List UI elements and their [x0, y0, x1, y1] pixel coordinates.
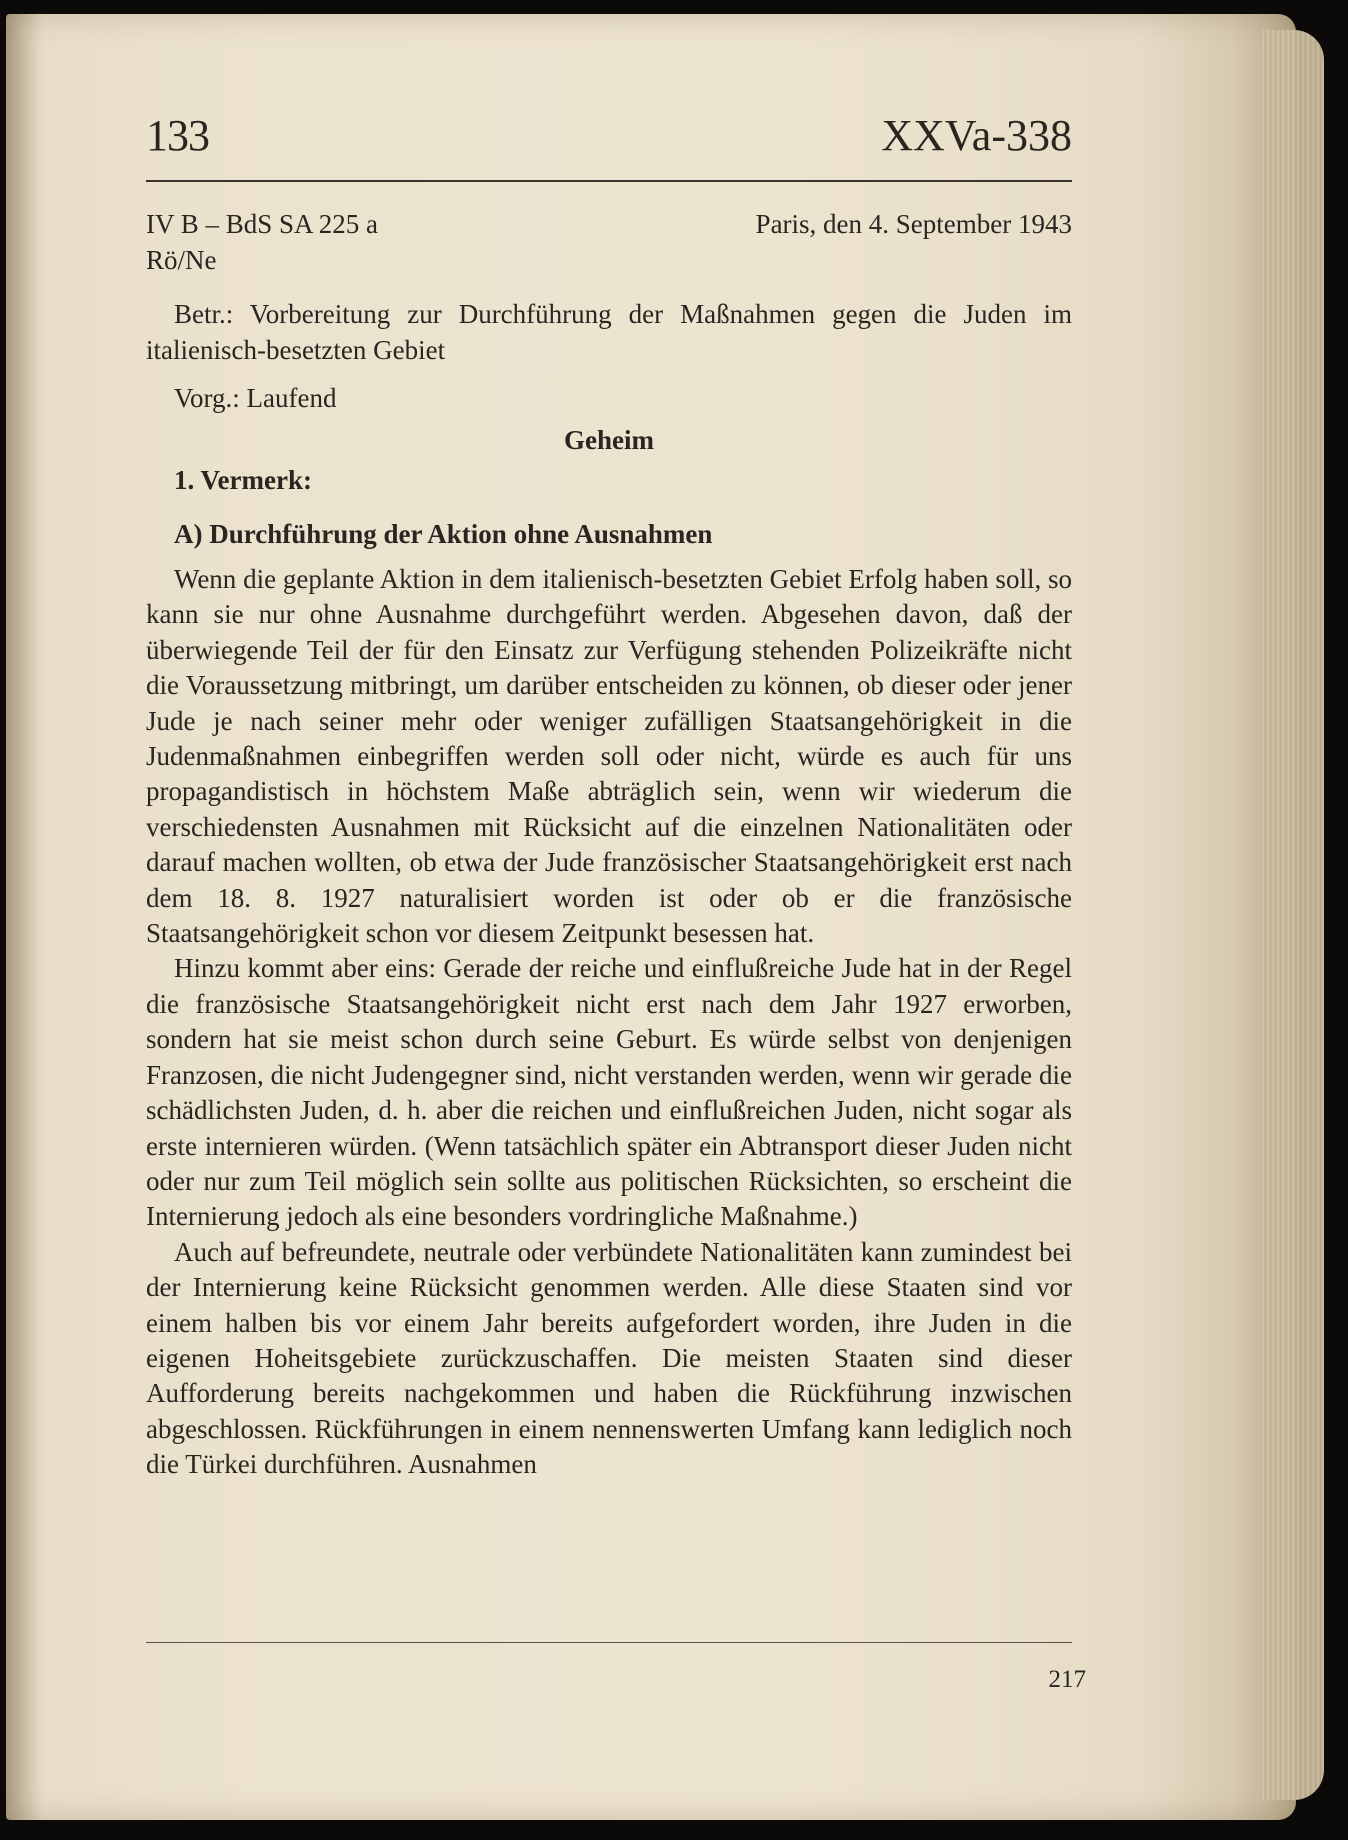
- paragraph: Hinzu kommt aber eins: Gerade der reiche und einflußreiche Jude hat in der Regel die französische Staatsangehörigkeit nicht erst nach dem Jahr 1927 erworben, sondern hat sie meist schon durch seine Geburt. Es würde selbst von denjenigen Franzosen, die nicht Judengegner sind, nicht verstanden werden, wenn wir gerade die schädlichsten Juden, d. h. aber die reichen und einflußreichen Juden, nicht sogar als erste internieren würden. (Wenn tatsächlich später ein Abtransport dieser Juden nicht oder nur zum Teil möglich sein sollte aus politischen Rücksichten, so erscheint die Internierung jedoch als eine besonders vordringliche Maßnahme.): [146, 953, 1072, 1232]
- footer-rule: [146, 1642, 1072, 1643]
- place-date: Paris, den 4. September 1943: [755, 209, 1072, 239]
- page-content: [146, 110, 1086, 1693]
- previous-reference: Vorg.: Laufend: [174, 383, 337, 413]
- section-heading: A) Durchführung der Aktion ohne Ausnahmen: [174, 519, 713, 549]
- page-number-top: 133: [146, 111, 209, 160]
- page-edges: [1262, 30, 1324, 1800]
- spine-shadow: [6, 14, 42, 1820]
- running-head: [146, 110, 1086, 172]
- body-text: [146, 562, 1072, 1483]
- paragraph: Auch auf befreundete, neutrale oder verbündete Nationalitäten kann zumindest bei der Internierung keine Rücksicht genommen werden. Alle diese Staaten sind vor einem halben bis vor einem Jahr bereits aufgefordert worden, ihre Juden in die eigenen Hoheitsgebiete zurückzuschaffen. Die meisten Staaten sind dieser Aufforderung bereits nachgekommen und haben die Rückführung inzwischen abgeschlossen. Rückführungen in einem nennenswerten Umfang kann lediglich noch die Türkei durchführen. Ausnahmen: [146, 1236, 1072, 1480]
- author-initials: Rö/Ne: [146, 245, 217, 275]
- header-rule: [146, 180, 1072, 182]
- paragraph: Wenn die geplante Aktion in dem italienisch-besetzten Gebiet Erfolg haben soll, so kann sie nur ohne Ausnahme durchgeführt werden. Abgesehen davon, daß der überwiegende Teil der für den Einsatz zur Verfügung stehenden Polizeikräfte nicht die Voraussetzung mitbringt, um darüber entscheiden zu können, ob dieser oder jener Jude je nach seiner mehr oder weniger zufälligen Staatsangehörigkeit in die Judenmaßnahmen einbegriffen werden soll oder nicht, würde es auch für uns propagandistisch in höchstem Maße abträglich sein, wenn wir wiederum die verschiedensten Ausnahmen mit Rücksicht auf die einzelnen Nationalitäten oder darauf machen wollten, ob etwa der Jude französischer Staatsangehörigkeit erst nach dem 18. 8. 1927 naturalisiert worden ist oder ob er die französische Staatsangehörigkeit schon vor diesem Zeitpunkt besessen hat.: [146, 564, 1072, 949]
- reference-number: IV B – BdS SA 225 a: [146, 209, 379, 239]
- classification-mark: Geheim: [564, 425, 654, 455]
- page-number-bottom: 217: [1048, 1666, 1086, 1693]
- document-code: XXVa-338: [881, 111, 1072, 160]
- note-label: 1. Vermerk:: [174, 465, 312, 495]
- subject-line: Betr.: Vorbereitung zur Durchführung der Maßnahmen gegen die Juden im italienisch-besetzten Gebiet: [146, 299, 1072, 365]
